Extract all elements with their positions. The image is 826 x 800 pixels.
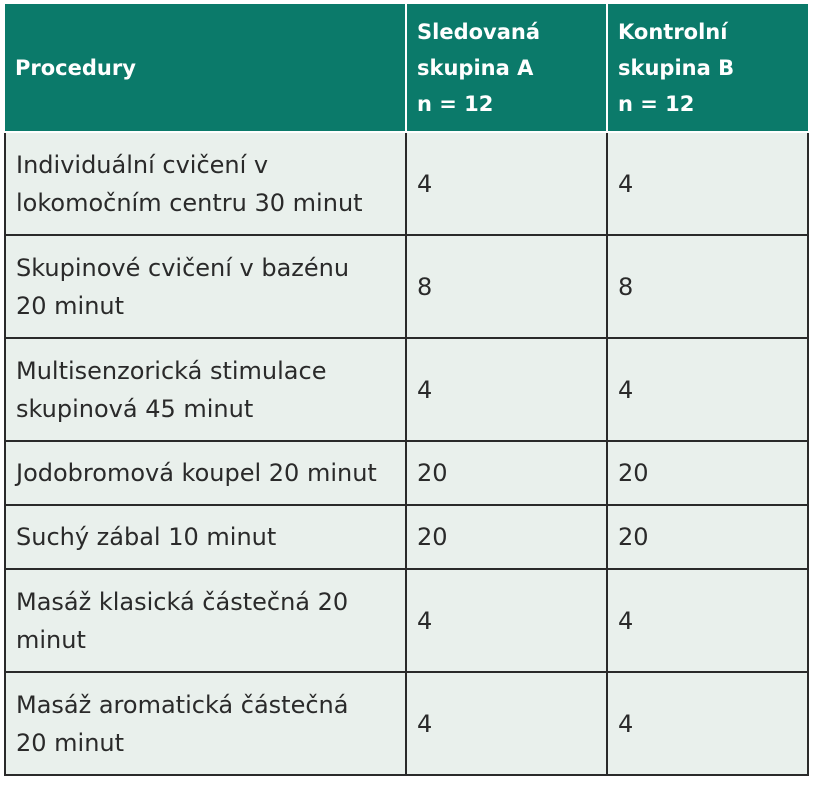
header-procedures — [5, 4, 406, 132]
header-row — [5, 4, 808, 132]
group-b-cell: 4 — [607, 132, 808, 235]
group-a-cell: 20 — [406, 441, 607, 505]
table-row — [5, 569, 808, 672]
procedure-text: Masáž klasická částečná 20 — [16, 587, 349, 616]
procedures-table — [4, 4, 809, 776]
procedure-text: 20 minut — [16, 291, 125, 320]
header-group-a-line-3: n = 12 — [417, 91, 494, 116]
procedures-table-container — [4, 4, 807, 776]
header-group-a — [406, 4, 607, 132]
procedure-text: Multisenzorická stimulace — [16, 356, 327, 385]
group-a-cell: 8 — [406, 235, 607, 338]
group-b-cell: 4 — [607, 672, 808, 775]
procedure-cell — [5, 672, 406, 775]
procedure-text: Skupinové cvičení v bazénu — [16, 253, 350, 282]
procedure-cell — [5, 505, 406, 569]
group-a-cell: 4 — [406, 672, 607, 775]
table-row — [5, 672, 808, 775]
procedure-cell — [5, 338, 406, 441]
procedure-cell — [5, 569, 406, 672]
group-b-cell: 20 — [607, 441, 808, 505]
table-row — [5, 338, 808, 441]
procedure-text: Jodobromová koupel 20 minut — [16, 459, 377, 487]
header-group-b-line-2: skupina B — [618, 55, 735, 80]
procedure-text: Individuální cvičení v — [16, 150, 269, 179]
header-group-a-line-1: Sledovaná — [417, 19, 541, 44]
procedure-text: lokomočním centru 30 minut — [16, 188, 363, 217]
header-procedures-line: Procedury — [15, 55, 136, 80]
procedure-text: skupinová 45 minut — [16, 394, 254, 423]
procedure-text: 20 minut — [16, 728, 125, 757]
group-b-cell: 20 — [607, 505, 808, 569]
procedure-cell — [5, 441, 406, 505]
group-a-cell: 4 — [406, 132, 607, 235]
table-row — [5, 505, 808, 569]
group-b-cell: 4 — [607, 569, 808, 672]
group-a-cell: 4 — [406, 569, 607, 672]
group-a-cell: 20 — [406, 505, 607, 569]
table-body — [5, 132, 808, 775]
procedure-text: Masáž aromatická částečná — [16, 690, 349, 719]
table-row — [5, 441, 808, 505]
procedure-text: minut — [16, 625, 86, 654]
group-b-cell: 8 — [607, 235, 808, 338]
table-row — [5, 132, 808, 235]
procedure-text: Suchý zábal 10 minut — [16, 523, 277, 551]
header-group-b — [607, 4, 808, 132]
procedure-cell — [5, 235, 406, 338]
group-a-cell: 4 — [406, 338, 607, 441]
procedure-cell — [5, 132, 406, 235]
group-b-cell: 4 — [607, 338, 808, 441]
table-row — [5, 235, 808, 338]
header-group-a-line-2: skupina A — [417, 55, 534, 80]
header-group-b-line-3: n = 12 — [618, 91, 695, 116]
header-group-b-line-1: Kontrolní — [618, 19, 728, 44]
table-header — [5, 4, 808, 132]
